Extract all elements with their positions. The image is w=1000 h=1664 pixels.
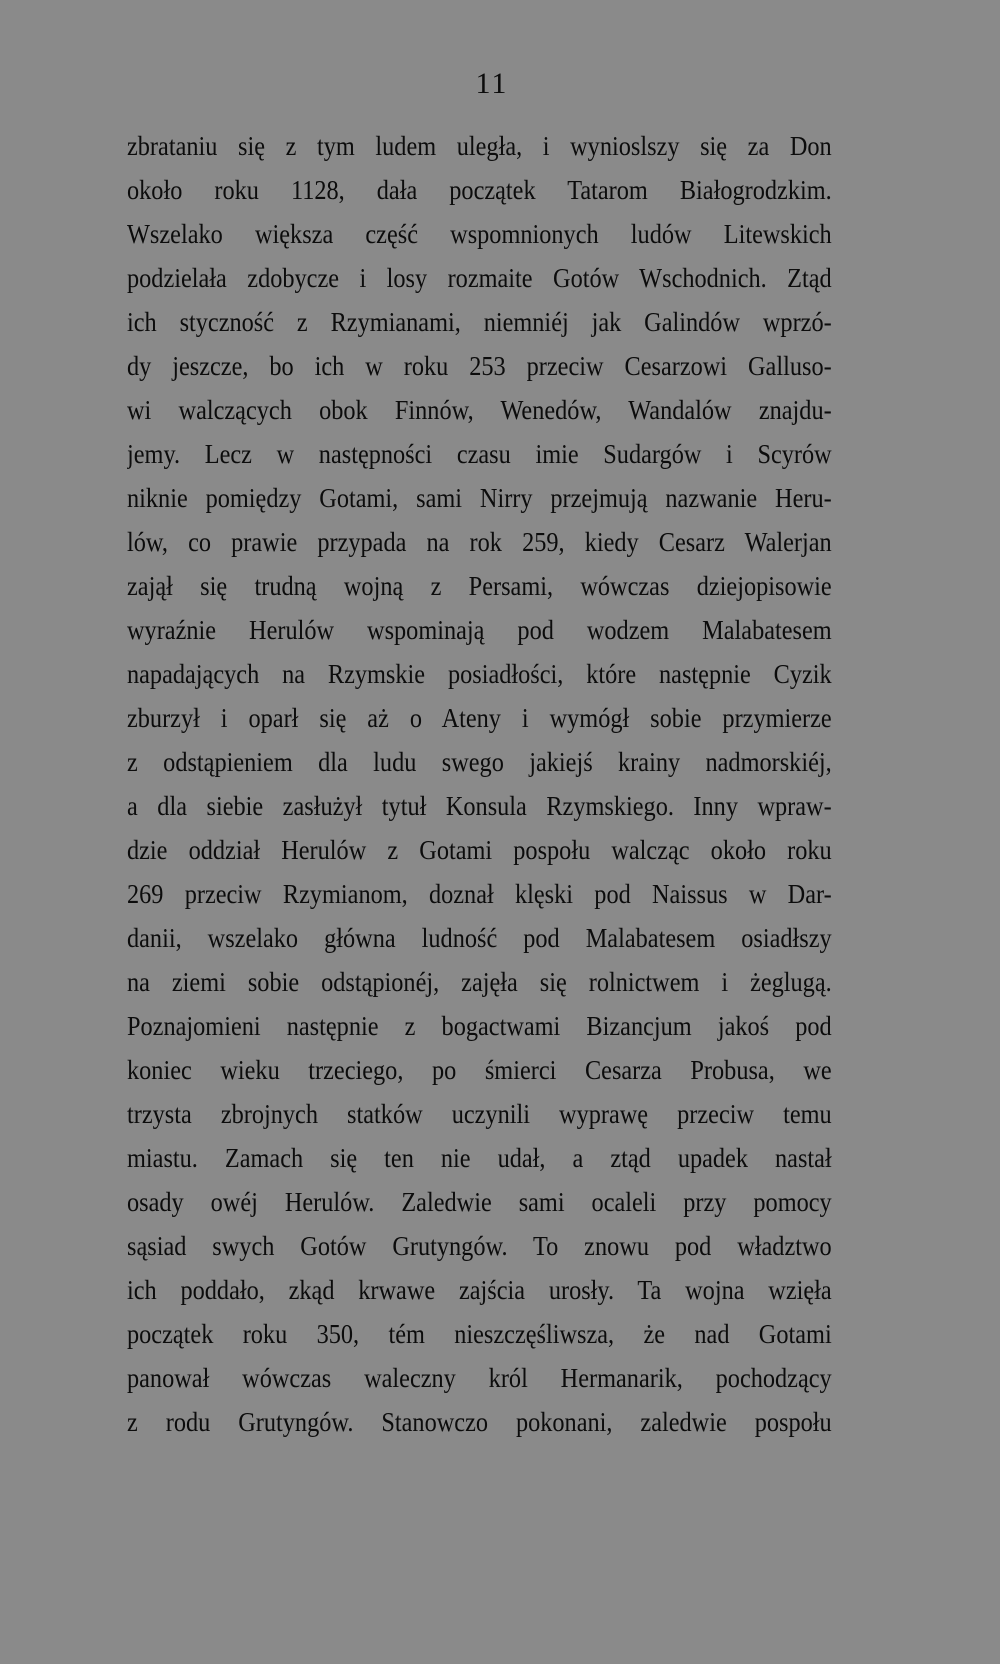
text-line: około roku 1128, dała początek Tatarom Białogrodzkim. xyxy=(127,175,832,205)
body-text xyxy=(127,124,832,1444)
text-line: sąsiad swych Gotów Grutyngów. To znowu pod władztwo xyxy=(127,1231,832,1261)
text-line: dy jeszcze, bo ich w roku 253 przeciw Cesarzowi Galluso- xyxy=(127,351,832,381)
text-line: lów, co prawie przypada na rok 259, kiedy Cesarz Walerjan xyxy=(127,527,832,557)
text-line: zburzył i oparł się aż o Ateny i wymógł sobie przymierze xyxy=(127,703,832,733)
text-line: dzie oddział Herulów z Gotami pospołu walcząc około roku xyxy=(127,835,832,865)
text-line: Wszelako większa część wspomnionych ludów Litewskich xyxy=(127,219,832,249)
text-line: ich poddało, zkąd krwawe zajścia urosły. Ta wojna wzięła xyxy=(127,1275,832,1305)
text-line: początek roku 350, tém nieszczęśliwsza, że nad Gotami xyxy=(127,1319,832,1349)
text-line: zajął się trudną wojną z Persami, wówczas dziejopisowie xyxy=(127,571,832,601)
text-line: wi walczących obok Finnów, Wenedów, Wandalów znajdu- xyxy=(127,395,832,425)
text-line: z rodu Grutyngów. Stanowczo pokonani, zaledwie pospołu xyxy=(127,1407,832,1437)
text-line: napadających na Rzymskie posiadłości, które następnie Cyzik xyxy=(127,659,832,689)
text-line: podzielała zdobycze i losy rozmaite Gotów Wschodnich. Ztąd xyxy=(127,263,832,293)
text-line: koniec wieku trzeciego, po śmierci Cesarza Probusa, we xyxy=(127,1055,832,1085)
text-line: niknie pomiędzy Gotami, sami Nirry przejmują nazwanie Heru- xyxy=(127,483,832,513)
text-line: panował wówczas waleczny król Hermanarik, pochodzący xyxy=(127,1363,832,1393)
text-line: na ziemi sobie odstąpionéj, zajęła się rolnictwem i żeglugą. xyxy=(127,967,832,997)
text-line: 269 przeciw Rzymianom, doznał klęski pod Naissus w Dar- xyxy=(127,879,832,909)
text-line: a dla siebie zasłużył tytuł Konsula Rzymskiego. Inny wpraw- xyxy=(127,791,832,821)
text-line: jemy. Lecz w następności czasu imie Sudargów i Scyrów xyxy=(127,439,832,469)
text-line: Poznajomieni następnie z bogactwami Bizancjum jakoś pod xyxy=(127,1011,832,1041)
text-line: miastu. Zamach się ten nie udał, a ztąd upadek nastał xyxy=(127,1143,832,1173)
page-number: 11 xyxy=(475,67,509,100)
text-line: danii, wszelako główna ludność pod Malabatesem osiadłszy xyxy=(127,923,832,953)
text-line: trzysta zbrojnych statków uczynili wyprawę przeciw temu xyxy=(127,1099,832,1129)
text-line: zbrataniu się z tym ludem uległa, i wynioslszy się za Don xyxy=(127,131,832,161)
text-line: ich styczność z Rzymianami, niemniéj jak Galindów wprzó- xyxy=(127,307,832,337)
text-line: wyraźnie Herulów wspominają pod wodzem Malabatesem xyxy=(127,615,832,645)
text-line: z odstąpieniem dla ludu swego jakiejś krainy nadmorskiéj, xyxy=(127,747,832,777)
text-line: osady owéj Herulów. Zaledwie sami ocaleli przy pomocy xyxy=(127,1187,832,1217)
